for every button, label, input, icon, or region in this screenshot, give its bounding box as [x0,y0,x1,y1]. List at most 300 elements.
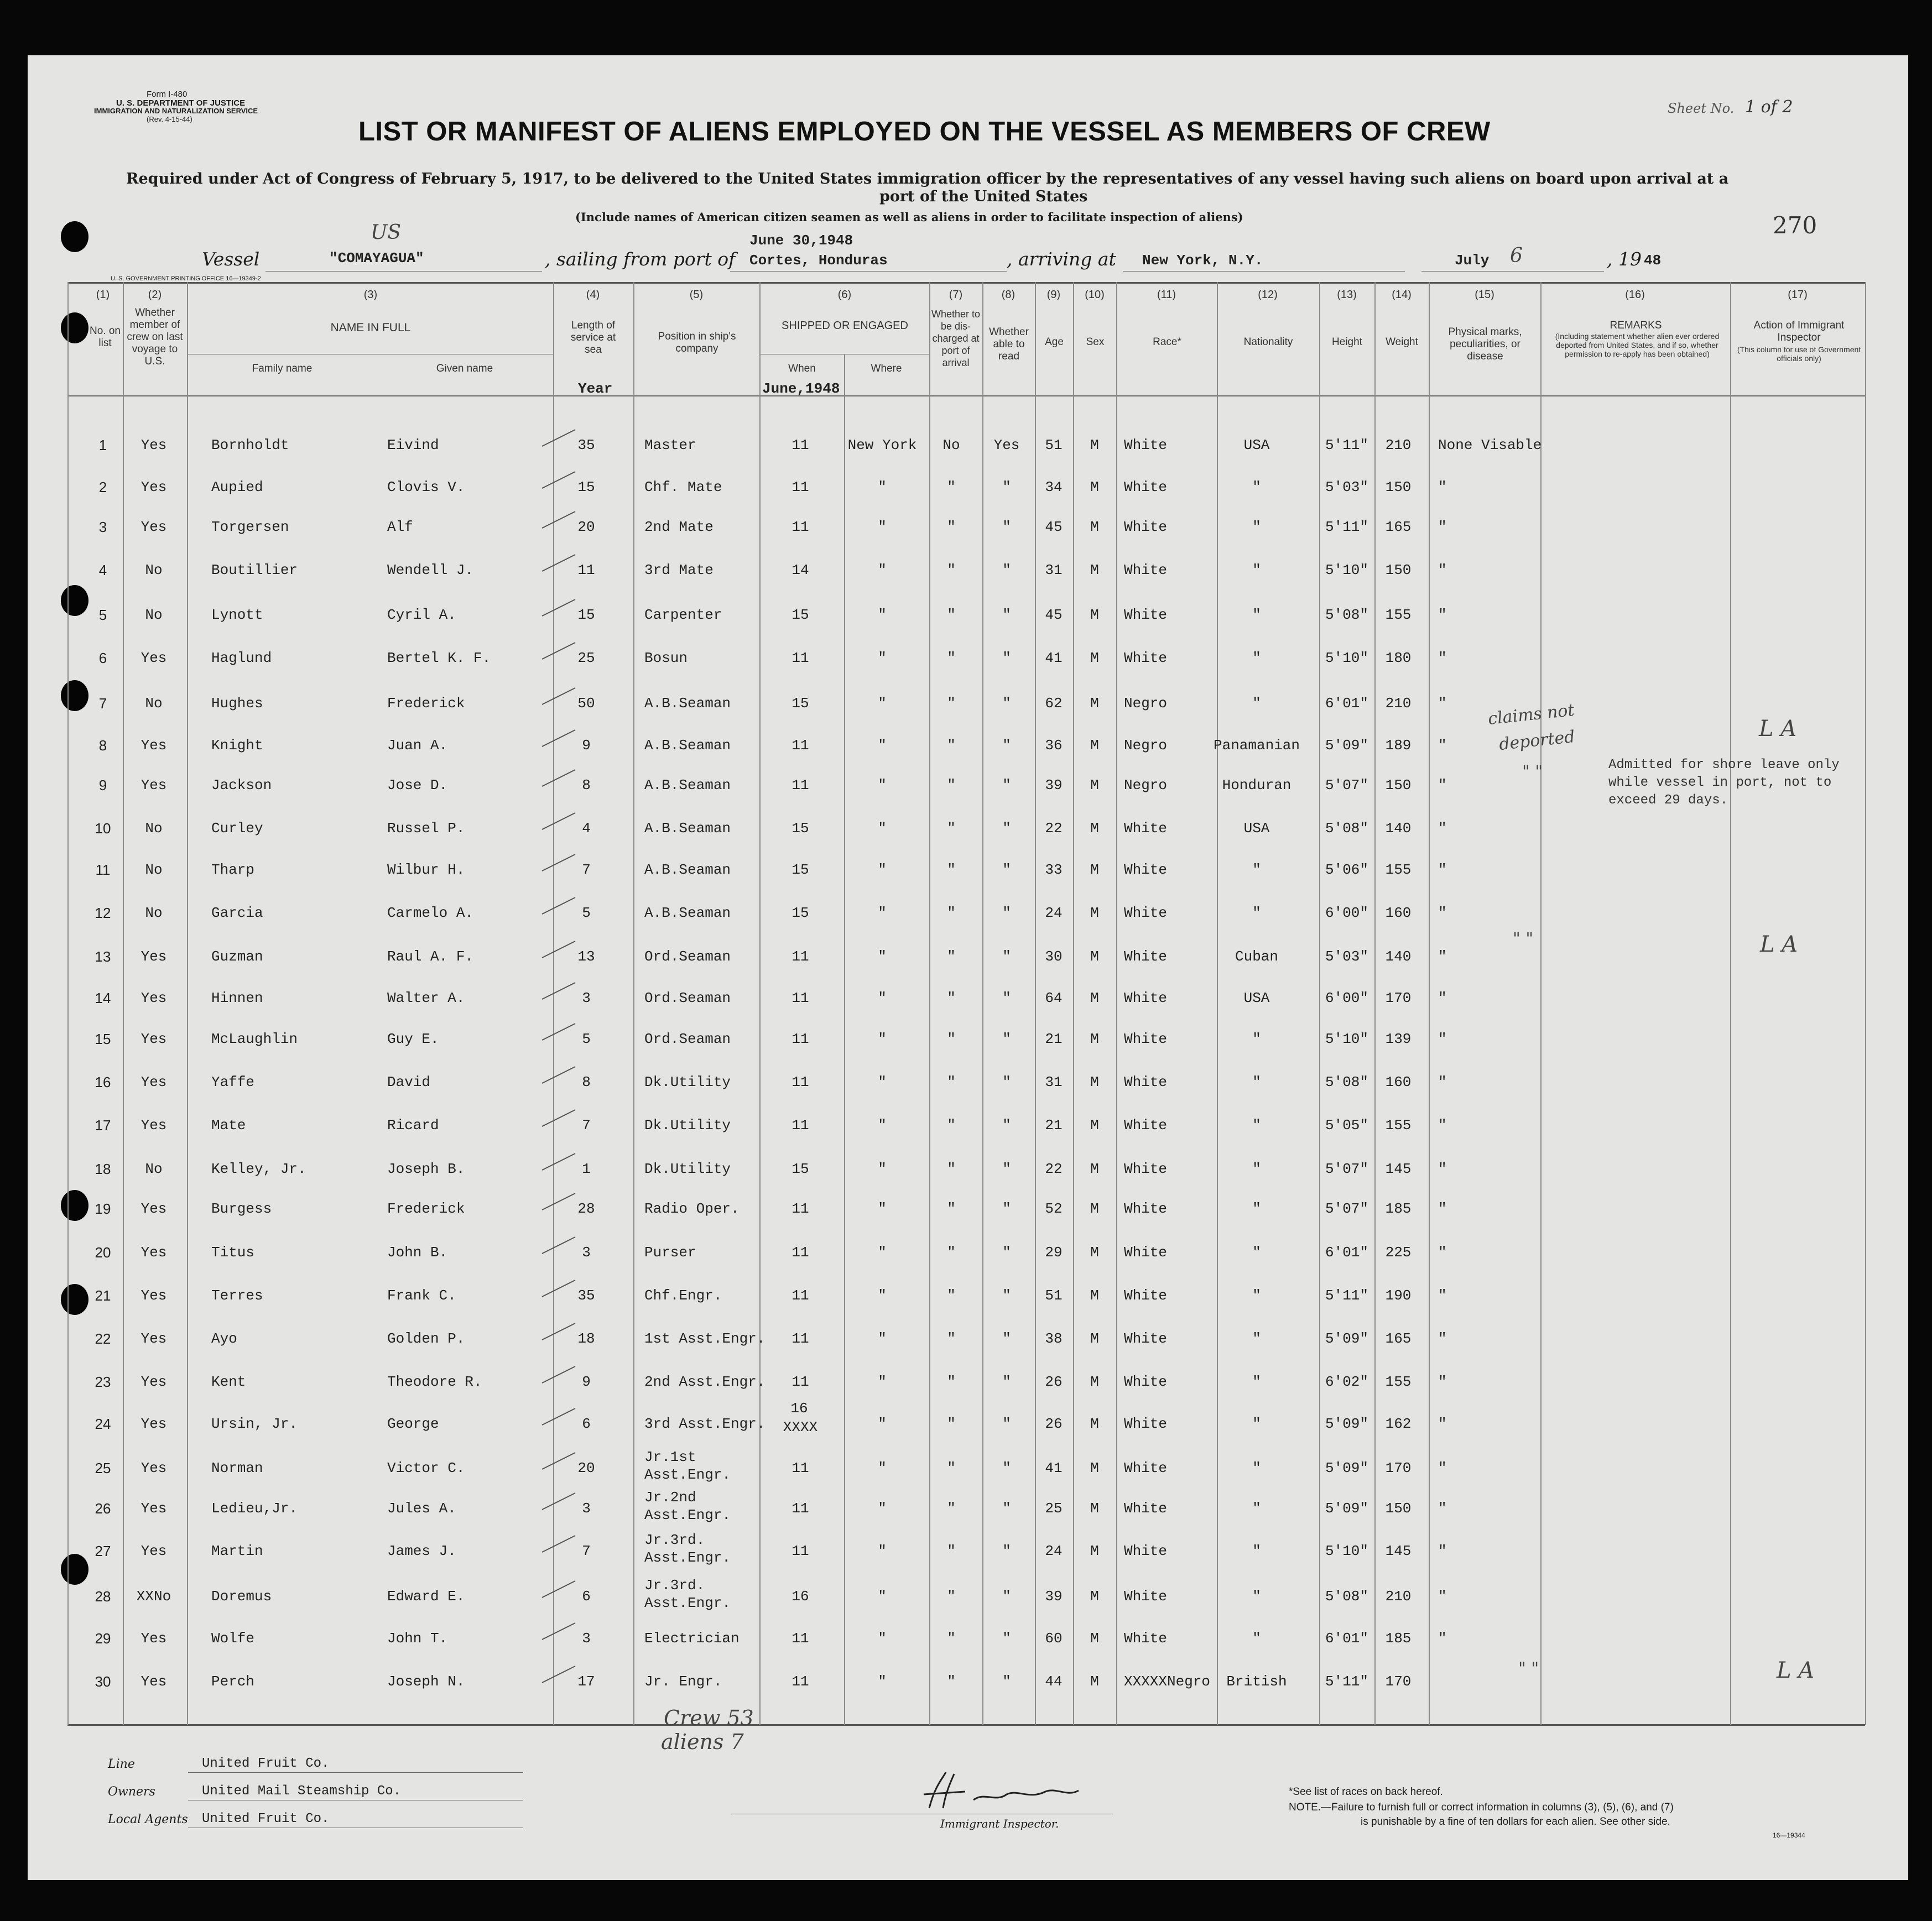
cell-position: Dk.Utility [644,1161,731,1177]
cell-when-correction: 16 [790,1400,808,1417]
cell-where: " [878,1074,887,1090]
cell-position: Carpenter [644,607,722,623]
cell-prev: No [145,862,163,878]
cell-nat: " [1252,905,1261,921]
cell-no: 16 [95,1074,111,1090]
cell-marks: " [1438,1543,1447,1559]
cell-position: Jr.3rd. [644,1577,705,1594]
cell-read: " [1002,862,1011,878]
cell-prev: Yes [140,737,167,754]
cell-given: Guy E. [387,1031,439,1047]
check-tick [539,1364,578,1386]
owners-label: Owners [108,1785,155,1799]
colnum-1: (1) [96,289,110,301]
cell-sex: M [1090,1117,1099,1134]
col-header-read: Whether able to read [989,326,1029,362]
arriving-label: , arriving at [1007,248,1116,270]
cell-no: 4 [98,562,107,578]
date-underline [1421,271,1604,272]
cell-where: " [878,1287,887,1304]
subtitle-3: (Include names of American citizen seamen as well as aliens in order to facilitate inspection of aliens) [575,210,1243,224]
cell-marks: " [1438,1588,1447,1605]
cell-no: 15 [95,1031,111,1047]
cell-when: 11 [791,1500,809,1517]
service-unit: Year [578,380,613,397]
cell-disch: " [947,519,956,535]
check-tick [539,1450,578,1472]
colnum-7: (7) [949,289,963,301]
cell-where: " [878,820,887,837]
form-number: Form I-480 [147,90,188,99]
agents-label: Local Agents [108,1813,188,1826]
cell-given: Clovis V. [387,479,465,495]
cell-weight: 180 [1385,650,1412,666]
check-tick [539,469,578,491]
cell-svc: 3 [582,1244,591,1261]
cell-when: 11 [791,948,809,965]
cell-weight: 139 [1385,1031,1412,1047]
cell-no: 17 [95,1117,111,1134]
cell-race: Negro [1124,777,1168,794]
cell-when: 15 [791,905,809,921]
col-header-race: Race* [1153,336,1181,348]
cell-prev: Yes [140,1374,167,1390]
cell-given: Frederick [387,695,465,712]
cell-read: " [1002,777,1011,794]
cell-family: Norman [211,1460,263,1476]
cell-nat: " [1252,562,1261,578]
cell-svc: 28 [577,1200,595,1217]
check-tick [539,852,578,874]
cell-marks: " [1438,1200,1447,1217]
arriving-underline [1123,271,1405,272]
cell-position: A.B.Seaman [644,737,731,754]
col-header-discharged: Whether to be dis-charged at port of arrival [931,309,981,368]
cell-given: Golden P. [387,1330,465,1347]
cell-read: " [1002,607,1011,623]
cell-given: Joseph N. [387,1673,465,1690]
cell-family: Curley [211,820,263,837]
check-tick [539,980,578,1002]
check-tick [539,1620,578,1642]
colnum-16: (16) [1625,289,1645,301]
cell-no: 21 [95,1287,111,1304]
cell-marks: " [1438,1500,1447,1517]
cell-family: Bornholdt [211,437,289,453]
cell-family: Ursin, Jr. [211,1416,298,1432]
cell-height: 5'07" [1325,1161,1369,1177]
cell-nat: " [1252,1500,1261,1517]
cell-svc: 3 [582,1630,591,1647]
cell-where: " [878,862,887,878]
cell-nat: USA [1243,820,1270,837]
cell-nat: " [1252,1287,1261,1304]
cell-disch: " [947,737,956,754]
check-tick [539,1406,578,1428]
cell-family: Wolfe [211,1630,255,1647]
cell-age: 29 [1045,1244,1063,1261]
cell-given: John T. [387,1630,448,1647]
cell-family: Tharp [211,862,255,878]
cell-race: White [1124,562,1168,578]
cell-svc: 20 [577,519,595,535]
check-tick [539,810,578,832]
cell-weight: 170 [1385,990,1412,1006]
cell-height: 5'08" [1325,607,1369,623]
cell-family: Jackson [211,777,272,794]
cell-nat: Cuban [1235,948,1279,965]
cell-family: Guzman [211,948,263,965]
cell-svc: 35 [577,1287,595,1304]
cell-prev: No [145,695,163,712]
cell-sex: M [1090,1031,1099,1047]
cell-no: 5 [98,607,107,623]
cell-svc: 5 [582,1031,591,1047]
cell-svc: 7 [582,1117,591,1134]
cell-given: Alf [387,519,413,535]
cell-height: 6'01" [1325,1244,1369,1261]
cell-prev: Yes [140,1416,167,1432]
cell-marks: " [1438,1630,1447,1647]
cell-disch: " [947,1500,956,1517]
cell-marks: " [1438,607,1447,623]
cell-when: 11 [791,737,809,754]
cell-no: 20 [95,1244,111,1261]
cell-when: 15 [791,607,809,623]
check-tick [539,552,578,574]
cell-svc: 5 [582,905,591,921]
cell-family: Perch [211,1673,255,1690]
cell-weight: 170 [1385,1460,1412,1476]
cell-no: 25 [95,1460,111,1476]
punch-hole [61,221,88,252]
cell-race: White [1124,650,1168,666]
cell-given: Wendell J. [387,562,474,578]
cell-height: 6'01" [1325,1630,1369,1647]
cell-where: " [878,1500,887,1517]
cell-sex: M [1090,1244,1099,1261]
cell-race: White [1124,1200,1168,1217]
cell-position: A.B.Seaman [644,695,731,712]
cell-read: " [1002,1161,1011,1177]
cell-given: Eivind [387,437,439,453]
cell-age: 21 [1045,1031,1063,1047]
cell-read: " [1002,1074,1011,1090]
cell-nat: " [1252,1630,1261,1647]
cell-weight: 150 [1385,1500,1412,1517]
col-header-shipped: SHIPPED OR ENGAGED [782,320,908,332]
cell-age: 30 [1045,948,1063,965]
cell-no: 12 [95,905,111,921]
cell-family: Titus [211,1244,255,1261]
cell-family: Garcia [211,905,263,921]
arrival-month: July [1455,252,1490,269]
cell-marks: " [1438,1117,1447,1134]
remark-claims-not: claims not [1487,700,1576,729]
cell-where: " [878,695,887,712]
cell-when: 11 [791,1330,809,1347]
cell-height: 5'09" [1325,1460,1369,1476]
table-top [67,282,1865,284]
punch-hole [61,312,88,343]
cell-disch: " [947,1630,956,1647]
cell-read: " [1002,519,1011,535]
cell-svc: 25 [577,650,595,666]
colnum-5: (5) [689,289,704,301]
cell-nat: " [1252,1330,1261,1347]
cell-nat: " [1252,1200,1261,1217]
cell-sex: M [1090,1588,1099,1605]
cell-height: 5'03" [1325,479,1369,495]
colnum-14: (14) [1392,289,1412,301]
cell-when: 15 [791,695,809,712]
cell-svc: 1 [582,1161,591,1177]
cell-family: Lynott [211,607,263,623]
owners-value: United Mail Steamship Co. [202,1784,402,1799]
cell-where: " [878,562,887,578]
cell-no: 23 [95,1374,111,1390]
cell-given: Raul A. F. [387,948,474,965]
cell-sex: M [1090,1287,1099,1304]
cell-svc: 3 [582,990,591,1006]
cell-weight: 189 [1385,737,1412,754]
check-tick [539,1578,578,1600]
cell-marks: " [1438,1460,1447,1476]
col-header-given-name: Given name [436,363,493,374]
col-header-remarks: REMARKS [1610,320,1662,331]
cell-when: 11 [791,1460,809,1476]
subtitle-1: Required under Act of Congress of February 5, 1917, to be delivered to the United States immigration officer by the representatives of any vessel having such aliens on board upon arrival at a [126,170,1729,187]
cell-weight: 210 [1385,1588,1412,1605]
cell-disch: " [947,1416,956,1432]
cell-weight: 155 [1385,1374,1412,1390]
check-tick [539,1021,578,1043]
cell-family: Knight [211,737,263,754]
cell-age: 36 [1045,737,1063,754]
col-header-when: When [788,363,816,374]
inspector-signature [913,1769,1112,1819]
cell-where: " [878,1543,887,1559]
cell-weight: 160 [1385,905,1412,921]
cell-svc: 7 [582,862,591,878]
cell-age: 41 [1045,1460,1063,1476]
cell-family: Martin [211,1543,263,1559]
cell-when: 11 [791,1117,809,1134]
check-tick [539,427,578,449]
cell-where: " [878,1588,887,1605]
cell-prev: XXNo [136,1588,171,1605]
cell-prev: Yes [140,1200,167,1217]
cell-position: Dk.Utility [644,1074,731,1090]
cell-when: 11 [791,1374,809,1390]
cell-given: Bertel K. F. [387,650,491,666]
cell-weight: 165 [1385,1330,1412,1347]
cell-weight: 185 [1385,1630,1412,1647]
cell-race: White [1124,905,1168,921]
cell-family: Hughes [211,695,263,712]
cell-age: 31 [1045,562,1063,578]
cell-read: " [1002,1287,1011,1304]
cell-when: 11 [791,1244,809,1261]
cell-weight: 155 [1385,1117,1412,1134]
cell-when: 11 [791,1074,809,1090]
cell-weight: 185 [1385,1200,1412,1217]
cell-weight: 150 [1385,479,1412,495]
cell-disch: " [947,695,956,712]
col-header-nationality: Nationality [1243,336,1293,348]
cell-where: " [878,1416,887,1432]
cell-when: XXXX [783,1419,818,1435]
check-tick [539,1107,578,1129]
cell-read: " [1002,737,1011,754]
cell-age: 41 [1045,650,1063,666]
header-bottom [67,395,1865,396]
vessel-note: US [371,221,402,244]
cell-age: 21 [1045,1117,1063,1134]
colnum-9: (9) [1046,289,1061,301]
cell-read: " [1002,650,1011,666]
cell-race: White [1124,519,1168,535]
cell-prev: Yes [140,1673,167,1690]
cell-age: 39 [1045,777,1063,794]
cell-disch: " [947,1543,956,1559]
cell-family: Kent [211,1374,246,1390]
cell-age: 26 [1045,1374,1063,1390]
cell-sex: M [1090,1673,1099,1690]
check-tick [539,1320,578,1343]
cell-svc: 7 [582,1543,591,1559]
cell-nat: " [1252,1588,1261,1605]
cell-family: Burgess [211,1200,272,1217]
cell-when: 15 [791,820,809,837]
cell-nat: " [1252,650,1261,666]
cell-svc: 15 [577,479,595,495]
punch-hole [61,680,88,711]
cell-age: 52 [1045,1200,1063,1217]
cell-sex: M [1090,905,1099,921]
check-tick [539,767,578,789]
colnum-10: (10) [1085,289,1105,301]
cell-no: 22 [95,1330,111,1347]
cell-no: 6 [98,650,107,666]
cell-weight: 145 [1385,1161,1412,1177]
cell-marks: " [1438,777,1447,794]
cell-height: 5'10" [1325,1031,1369,1047]
revision: (Rev. 4-15-44) [147,115,192,123]
cell-age: 25 [1045,1500,1063,1517]
cell-sex: M [1090,1374,1099,1390]
cell-sex: M [1090,695,1099,712]
cell-weight: 140 [1385,948,1412,965]
cell-height: 5'10" [1325,1543,1369,1559]
cell-no: 27 [95,1543,111,1559]
cell-race: White [1124,1374,1168,1390]
cell-nat: " [1252,1416,1261,1432]
cell-read: " [1002,1117,1011,1134]
cell-no: 10 [95,820,111,837]
arrival-day: 6 [1510,244,1523,267]
colnum-13: (13) [1337,289,1357,301]
cell-position: Master [644,437,696,453]
cell-read: " [1002,695,1011,712]
cell-family: Kelley, Jr. [211,1161,306,1177]
cell-where: " [878,1673,887,1690]
cell-age: 26 [1045,1416,1063,1432]
cell-no: 3 [98,519,107,535]
cell-given: Jose D. [387,777,448,794]
cell-nat: " [1252,1031,1261,1047]
remark-shore-leave: Admitted for shore leave only while vessel in port, not to exceed 29 days. [1608,758,1840,808]
colnum-4: (4) [586,289,600,301]
cell-given: Wilbur H. [387,862,465,878]
cell-marks: " [1438,562,1447,578]
cell-sex: M [1090,519,1099,535]
cell-marks: " [1438,820,1447,837]
cell-no: 13 [95,948,111,965]
cell-when: 11 [791,777,809,794]
cell-when: 11 [791,437,809,453]
print-code: 16—19344 [1773,1831,1805,1839]
cell-weight: 190 [1385,1287,1412,1304]
remark-deported: deported [1498,727,1576,755]
cell-age: 24 [1045,1543,1063,1559]
cell-when: 11 [791,650,809,666]
cell-height: 5'06" [1325,862,1369,878]
cell-race: White [1124,1161,1168,1177]
cell-nat: " [1252,1374,1261,1390]
cell-nat: " [1252,1543,1261,1559]
col-header-height: Height [1332,336,1362,348]
cell-age: 33 [1045,862,1063,878]
cell-read: " [1002,1588,1011,1605]
cell-position: Bosun [644,650,688,666]
cell-where: " [878,990,887,1006]
cell-height: 5'09" [1325,1500,1369,1517]
cell-race: Negro [1124,695,1168,712]
cell-svc: 9 [582,1374,591,1390]
cell-race: White [1124,479,1168,495]
cell-height: 5'09" [1325,737,1369,754]
cell-height: 5'07" [1325,777,1369,794]
cell-prev: No [145,905,163,921]
cell-no: 29 [95,1630,111,1647]
cell-sex: M [1090,1416,1099,1432]
cell-disch: " [947,1031,956,1047]
cell-height: 5'08" [1325,1588,1369,1605]
cell-nat: " [1252,519,1261,535]
cell-nat: " [1252,607,1261,623]
cell-where: " [878,1031,887,1047]
cell-family: Yaffe [211,1074,255,1090]
cell-age: 39 [1045,1588,1063,1605]
cell-family: Mate [211,1117,246,1134]
cell-given: Theodore R. [387,1374,482,1390]
cell-prev: No [145,820,163,837]
colnum-2: (2) [148,289,162,301]
cell-where: " [878,1374,887,1390]
cell-sex: M [1090,777,1099,794]
cell-position: Radio Oper. [644,1200,740,1217]
cell-marks: " [1438,1330,1447,1347]
cell-race: White [1124,1500,1168,1517]
col-header-name: NAME IN FULL [330,321,411,334]
cell-sex: M [1090,1161,1099,1177]
cell-read: " [1002,562,1011,578]
cell-prev: Yes [140,1244,167,1261]
cell-nat: " [1252,1244,1261,1261]
cell-family: Haglund [211,650,272,666]
cell-race: White [1124,1543,1168,1559]
